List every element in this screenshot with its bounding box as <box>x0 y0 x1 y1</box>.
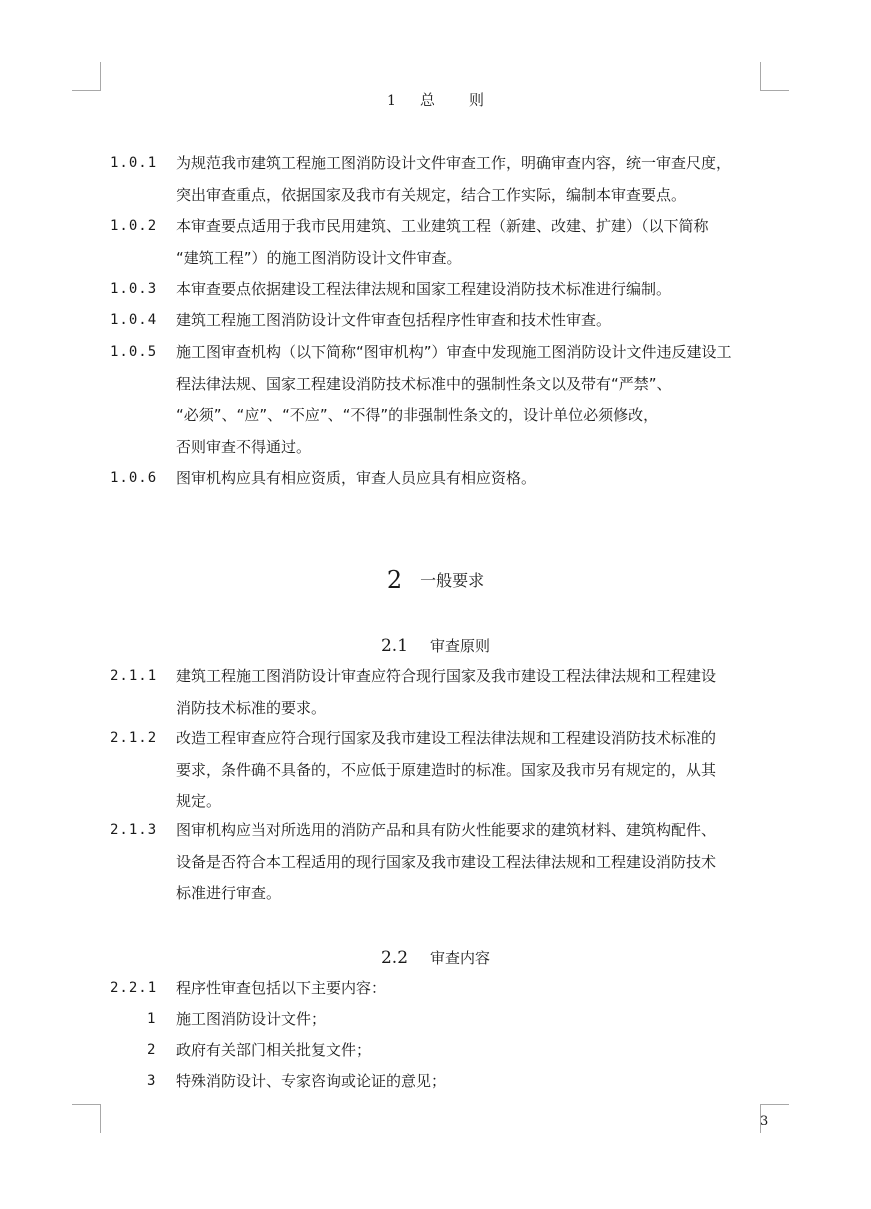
clause-line: 施工图审查机构（以下简称“图审机构”）审查中发现施工图消防设计文件违反建设工 <box>176 343 732 361</box>
clause-number: 1.0.3 <box>110 281 158 297</box>
clause-line: “建筑工程”）的施工图消防设计文件审查。 <box>176 248 462 267</box>
clause-line: 为规范我市建筑工程施工图消防设计文件审查工作，明确审查内容，统一审查尺度， <box>176 154 732 172</box>
list-item-number: 1 <box>147 1011 157 1027</box>
crop-mark-top-right <box>760 62 789 91</box>
clause-line: 程法律法规、国家工程建设消防技术标准中的强制性条文以及带有“严禁”、 <box>176 374 672 393</box>
list-item-text <box>176 1004 766 1036</box>
clause-text <box>176 973 766 1005</box>
clause-line: 突出审查重点，依据国家及我市有关规定，结合工作实际，编制本审查要点。 <box>176 185 687 204</box>
clause-text <box>176 723 766 818</box>
clause-line: 图审机构应具有相应资质，审查人员应具有相应资格。 <box>176 469 537 487</box>
chapter-1-heading <box>0 89 871 110</box>
clause-number: 2.1.2 <box>110 730 158 746</box>
chapter-title: 总则 <box>419 91 518 109</box>
clause-number: 1.0.5 <box>110 344 158 360</box>
clause-line: 本审查要点依据建设工程法律法规和国家工程建设消防技术标准进行编制。 <box>176 280 672 298</box>
clause-line: 施工图消防设计文件； <box>176 1010 327 1028</box>
clause-text <box>176 305 766 337</box>
clause-number: 1.0.1 <box>110 155 158 171</box>
list-item-number: 2 <box>147 1042 157 1058</box>
clause-number: 2.2.1 <box>110 980 158 996</box>
section-number: 2.1 <box>380 636 409 656</box>
clause-number: 1.0.6 <box>110 470 158 486</box>
clause-text <box>176 337 766 463</box>
clause-number: 2.1.3 <box>110 822 158 838</box>
clause-line: 建筑工程施工图消防设计审查应符合现行国家及我市建设工程法律法规和工程建设 <box>176 667 717 685</box>
clause-line: 政府有关部门相关批复文件； <box>176 1041 372 1059</box>
clause-line: “必须”、“应”、“不应”、“不得”的非强制性条文的，设计单位必须修改， <box>176 406 659 424</box>
clause-text <box>176 815 766 910</box>
clause-number: 1.0.4 <box>110 312 158 328</box>
clause-line: 设备是否符合本工程适用的现行国家及我市建设工程法律法规和工程建设消防技术 <box>176 852 717 871</box>
section-2-1-heading <box>0 635 871 656</box>
clause-line: 规定。 <box>176 792 222 810</box>
clause-line: 特殊消防设计、专家咨询或论证的意见； <box>176 1072 447 1090</box>
clause-line: 消防技术标准的要求。 <box>176 698 327 717</box>
crop-mark-top-left <box>72 62 101 91</box>
list-item-text <box>176 1066 766 1098</box>
clause-text <box>176 148 766 211</box>
clause-line: 改造工程审查应符合现行国家及我市建设工程法律法规和工程建设消防技术标准的 <box>176 729 717 747</box>
section-title: 审查原则 <box>430 637 491 655</box>
section-title: 审查内容 <box>430 949 491 967</box>
clause-line: 图审机构应当对所选用的消防产品和具有防火性能要求的建筑材料、建筑构配件、 <box>176 821 717 839</box>
clause-number: 1.0.2 <box>110 218 158 234</box>
crop-mark-bottom-left <box>72 1104 101 1133</box>
chapter-number: 1 <box>387 93 396 109</box>
clause-line: 建筑工程施工图消防设计文件审查包括程序性审查和技术性审查。 <box>176 311 612 329</box>
clause-line: 本审查要点适用于我市民用建筑、工业建筑工程（新建、改建、扩建）（以下简称 <box>176 217 709 235</box>
clause-text <box>176 274 766 306</box>
clause-line: 程序性审查包括以下主要内容： <box>176 979 387 997</box>
chapter-number: 2 <box>386 566 403 594</box>
section-2-2-heading <box>0 947 871 968</box>
page-number: 3 <box>760 1114 769 1129</box>
clause-line: 否则审查不得通过。 <box>176 437 312 456</box>
clause-line: 标准进行审查。 <box>176 884 282 902</box>
clause-line: 要求，条件确不具备的，不应低于原建造时的标准。国家及我市另有规定的，从其 <box>176 760 717 779</box>
list-item-text <box>176 1035 766 1067</box>
chapter-2-heading <box>0 566 871 594</box>
chapter-title: 一般要求 <box>420 571 485 590</box>
clause-text <box>176 211 766 274</box>
list-item-number: 3 <box>147 1073 157 1089</box>
clause-number: 2.1.1 <box>110 668 158 684</box>
clause-text <box>176 661 766 724</box>
section-number: 2.2 <box>380 948 409 968</box>
clause-text <box>176 463 766 495</box>
